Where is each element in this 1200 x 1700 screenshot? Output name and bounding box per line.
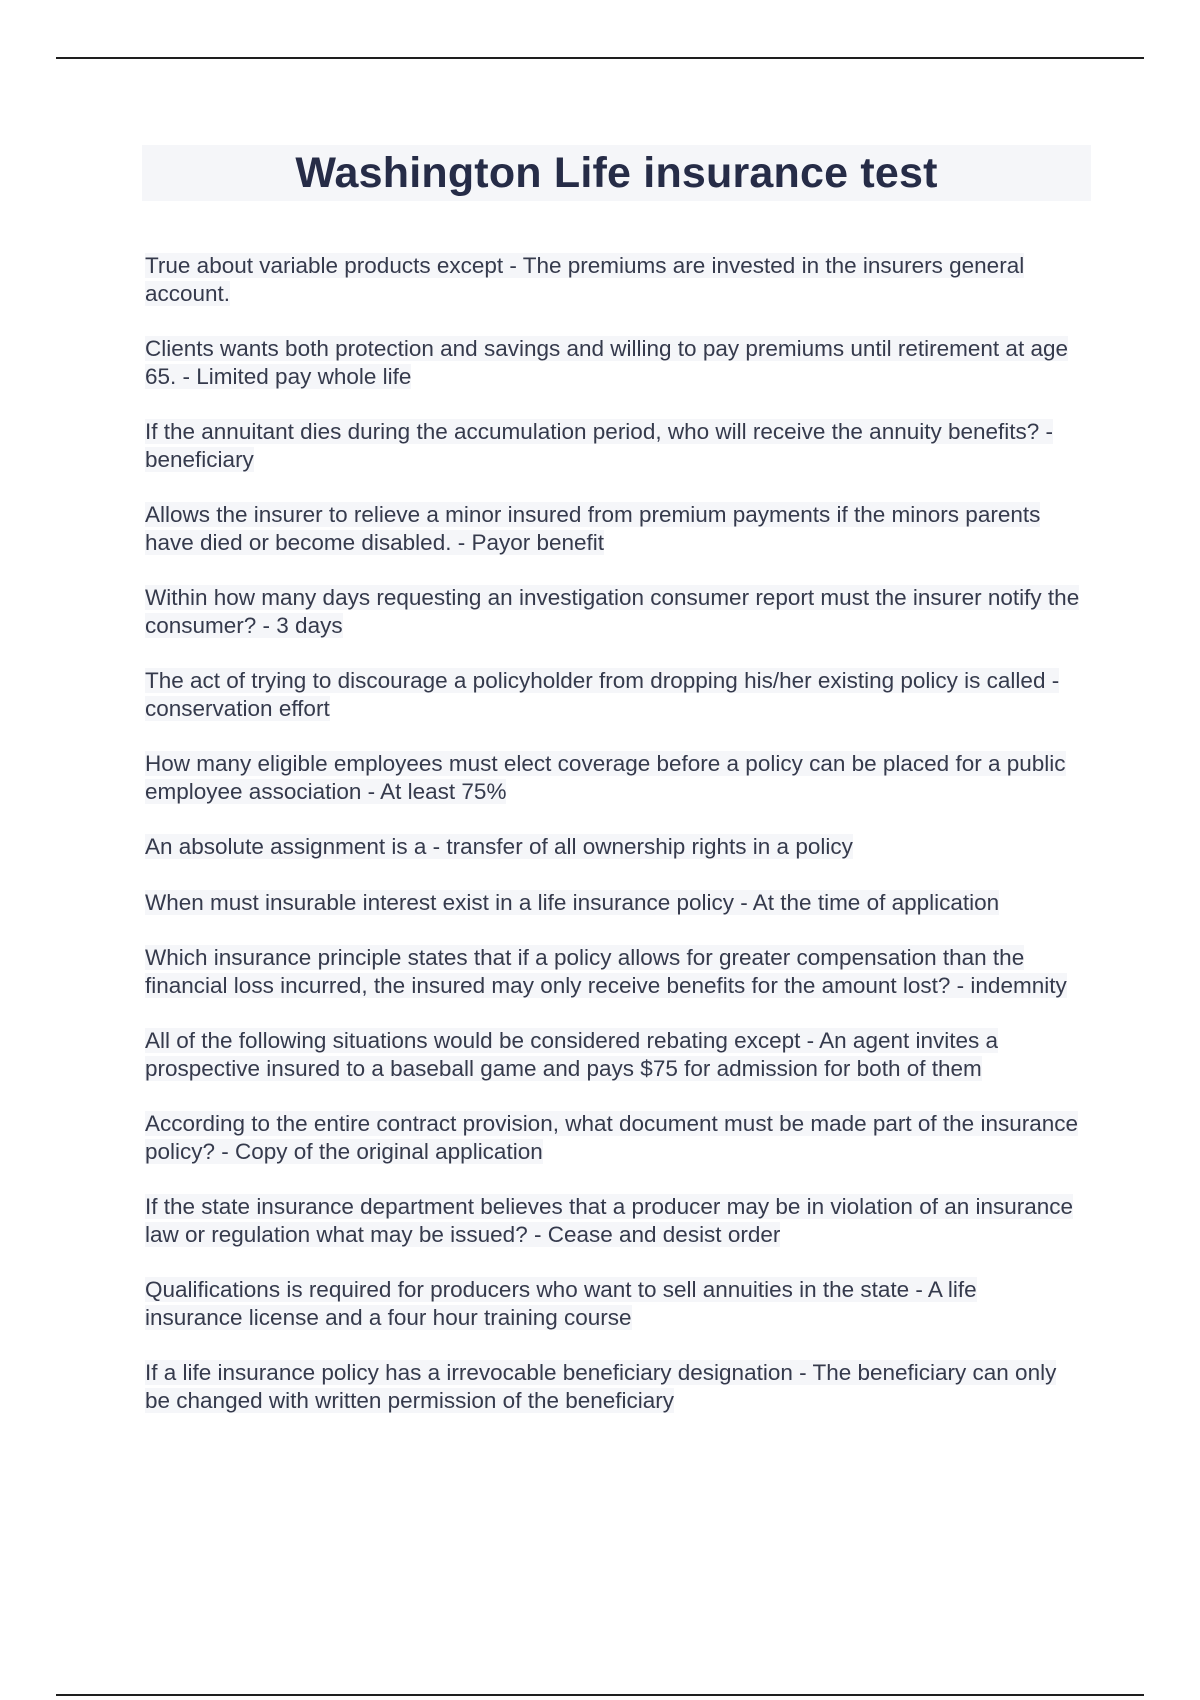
qa-item	[145, 750, 1080, 805]
qa-item	[145, 889, 1080, 917]
qa-item	[145, 584, 1080, 639]
bottom-rule	[56, 1694, 1144, 1696]
qa-text: True about variable products except - The premiums are invested in the insurers general account.	[145, 253, 1025, 306]
qa-item	[145, 418, 1080, 473]
qa-text: If the annuitant dies during the accumulation period, who will receive the annuity benefits? - beneficiary	[145, 419, 1054, 472]
qa-item	[145, 1359, 1080, 1414]
qa-text: According to the entire contract provision, what document must be made part of the insurance policy? - Copy of the original application	[145, 1111, 1079, 1164]
top-rule	[56, 57, 1144, 59]
qa-text: Which insurance principle states that if a policy allows for greater compensation than the financial loss incurred, the insured may only receive benefits for the amount lost? - indemnity	[145, 945, 1067, 998]
qa-text: Allows the insurer to relieve a minor insured from premium payments if the minors parents have died or become disabled. - Payor benefit	[145, 502, 1041, 555]
qa-text: An absolute assignment is a - transfer of all ownership rights in a policy	[145, 834, 853, 859]
qa-text: The act of trying to discourage a policyholder from dropping his/her existing policy is called - conservation effort	[145, 668, 1060, 721]
qa-item	[145, 833, 1080, 861]
qa-item	[145, 335, 1080, 390]
qa-text: Clients wants both protection and savings and willing to pay premiums until retirement at age 65. - Limited pay whole life	[145, 336, 1068, 389]
qa-item	[145, 1110, 1080, 1165]
qa-text: If the state insurance department believes that a producer may be in violation of an insurance law or regulation what may be issued? - Cease and desist order	[145, 1194, 1074, 1247]
qa-text: Qualifications is required for producers who want to sell annuities in the state - A life insurance license and a four hour training course	[145, 1277, 977, 1330]
qa-item	[145, 1276, 1080, 1331]
qa-item	[145, 667, 1080, 722]
qa-item	[145, 501, 1080, 556]
qa-text: All of the following situations would be considered rebating except - An agent invites a prospective insured to a baseball game and pays $75 for admission for both of them	[145, 1028, 999, 1081]
qa-text: When must insurable interest exist in a life insurance policy - At the time of application	[145, 889, 1000, 915]
qa-item	[145, 252, 1080, 307]
qa-text: If a life insurance policy has a irrevocable beneficiary designation - The beneficiary can only be changed with written permission of the beneficiary	[145, 1360, 1057, 1413]
qa-list	[145, 252, 1080, 1442]
page-title: Washington Life insurance test	[295, 148, 938, 197]
qa-item	[145, 944, 1080, 999]
qa-text: How many eligible employees must elect coverage before a policy can be placed for a public employee association - At least 75%	[145, 751, 1066, 804]
qa-text: Within how many days requesting an investigation consumer report must the insurer notify the consumer? - 3 days	[145, 585, 1080, 638]
title-banner	[142, 145, 1091, 201]
qa-item	[145, 1027, 1080, 1082]
qa-item	[145, 1193, 1080, 1248]
